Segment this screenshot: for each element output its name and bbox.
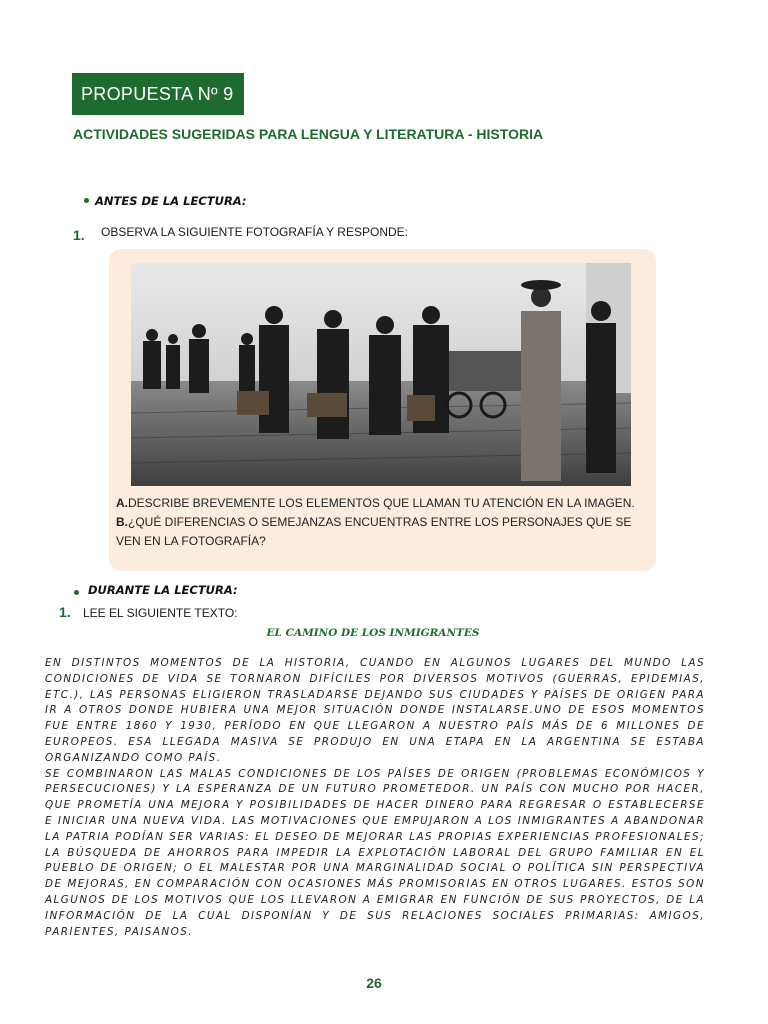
bullet-icon [74,590,79,595]
immigrants-photo [131,263,631,486]
question-a-label: A. [116,496,128,510]
text-title: EL CAMINO DE LOS INMIGRANTES [266,627,480,639]
question-a [116,494,648,513]
paragraph: EN DISTINTOS MOMENTOS DE LA HISTORIA, CUANDO EN ALGUNOS LUGARES DEL MUNDO LAS CONDICIONES DE VIDA SE TORNARON DIFÍCILES POR DIVERSOS MOTIVOS (GUERRAS, EPIDEMIAS, ETC.), LAS PERSONAS ELIGIERON TRASLADARSE DEJANDO SUS CIUDADES Y PAÍSES DE ORIGEN PARA IR A OTROS DONDE HUBIERA UNA MEJOR SITUACIÓN DONDE INSTALARSE.UNO DE ESOS MOMENTOS FUE ENTRE 1860 Y 1930, PERÍODO EN QUE LLEGARON A NUESTRO PAÍS MÁS DE 6 MILLONES DE EUROPEOS. ESA LLEGADA MASIVA SE PRODUJO EN UNA ETAPA EN LA ARGENTINA SE ESTABA ORGANIZANDO COMO PAÍS. [45,657,705,764]
item-number: 1. [73,227,85,243]
activities-subtitle: ACTIVIDADES SUGERIDAS PARA LENGUA Y LITERATURA - HISTORIA [73,126,544,142]
during-reading-heading: DURANTE LA LECTURA: [88,583,238,597]
observe-instruction: OBSERVA LA SIGUIENTE FOTOGRAFÍA Y RESPONDE: [101,225,408,239]
read-instruction: LEE EL SIGUIENTE TEXTO: [83,606,238,620]
question-b [116,513,648,551]
item-number: 1. [59,604,71,620]
question-b-text: ¿QUÉ DIFERENCIAS O SEMEJANZAS ENCUENTRAS ENTRE LOS PERSONAJES QUE SE VEN EN LA FOTOGRAFÍA? [116,515,632,548]
question-b-label: B. [116,515,128,529]
proposal-title: PROPUESTA Nº 9 [72,73,244,115]
before-reading-heading: ANTES DE LA LECTURA: [95,194,247,208]
bullet-icon [84,198,89,203]
paragraph: SE COMBINARON LAS MALAS CONDICIONES DE LOS PAÍSES DE ORIGEN (PROBLEMAS ECONÓMICOS Y PERSECUCIONES) Y LA ESPERANZA DE UN FUTURO PROMETEDOR. UN PAÍS CON MUCHO POR HACER, QUE PROMETÍA UNA MEJORA Y POSIBILIDADES DE HACER DINERO PARA REGRESAR O ESTABLECERSE E INICIAR UNA NUEVA VIDA. LAS MOTIVACIONES QUE EMPUJARON A LOS INMIGRANTES A ABANDONAR LA PATRIA PODÍAN SER VARIAS: EL DESEO DE MEJORAR LAS PROPIAS EXPERIENCIAS PROFESIONALES; LA BÚSQUEDA DE AHORROS PARA IMPEDIR LA EXPLOTACIÓN LABORAL DEL GRUPO FAMILIAR EN EL PUEBLO DE ORIGEN; O EL MALESTAR POR UNA MARGINALIDAD SOCIAL O POLÍTICA SIN PERSPECTIVA DE MEJORAS, EN COMPARACIÓN CON OCASIONES MÁS PROMISORIAS EN OTROS LUGARES. ESTOS SON ALGUNOS DE LOS MOTIVOS QUE LOS LLEVARON A EMIGRAR EN FUNCIÓN DE SUS PROYECTOS, DE LA INFORMACIÓN DE LA CUAL DISPONÍAN Y DE SUS RELACIONES SOCIALES PRIMARIAS: AMIGOS, PARIENTES, PAISANOS. [45,767,705,938]
page-number: 26 [366,975,382,991]
reading-text [45,656,705,940]
question-a-text: DESCRIBE BREVEMENTE LOS ELEMENTOS QUE LLAMAN TU ATENCIÓN EN LA IMAGEN. [128,496,635,510]
